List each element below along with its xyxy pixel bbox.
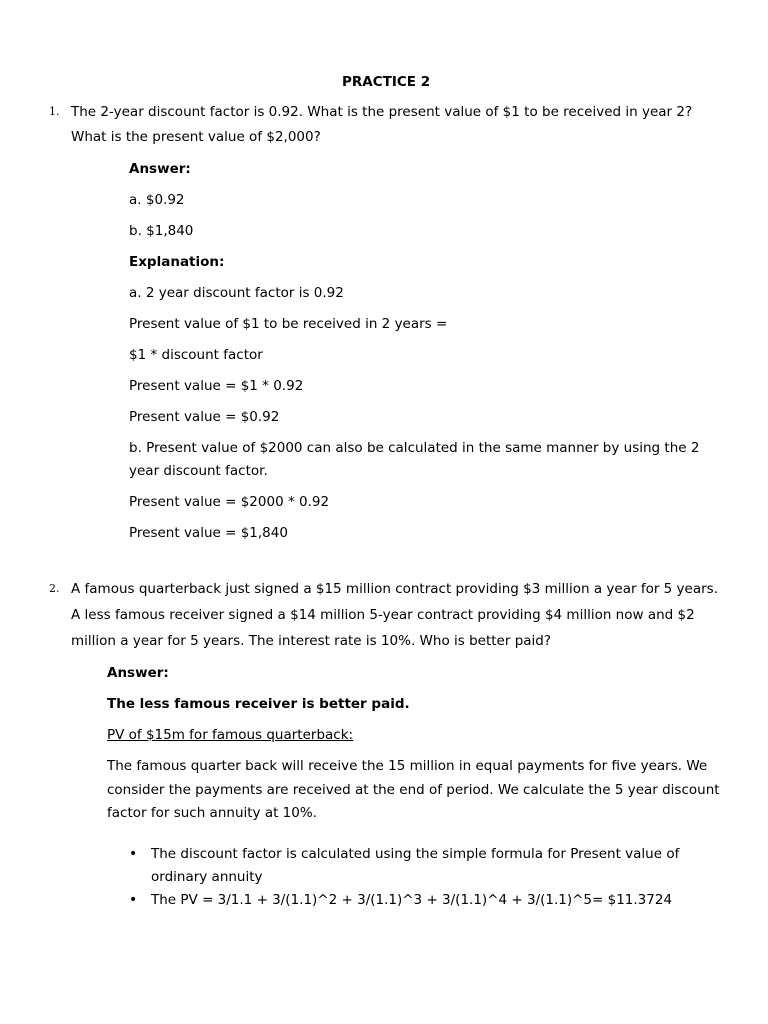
q1-explanation-line: Present value = $1,840	[129, 525, 288, 541]
q1-explanation-line: a. 2 year discount factor is 0.92	[129, 285, 344, 301]
page-title: PRACTICE 2	[342, 74, 431, 90]
q1-explanation-line: Present value = $1 * 0.92	[129, 378, 304, 394]
bullet-icon: •	[129, 892, 138, 908]
q2-answer-text: The less famous receiver is better paid.	[107, 696, 410, 712]
q1-explanation-line: b. Present value of $2000 can also be calculated in the same manner by using the 2	[129, 440, 700, 456]
q1-explanation-line: Present value of $1 to be received in 2 years =	[129, 316, 448, 332]
q1-explanation-line: $1 * discount factor	[129, 347, 263, 363]
q2-pv-heading: PV of $15m for famous quarterback:	[107, 727, 354, 743]
q2-bullet-1-line-1: The discount factor is calculated using the simple formula for Present value of	[151, 846, 680, 862]
bullet-icon: •	[129, 846, 138, 862]
q1-explanation-label: Explanation:	[129, 254, 225, 270]
q1-answer-label: Answer:	[129, 161, 191, 177]
q1-explanation-line: year discount factor.	[129, 463, 268, 479]
q1-line-2: What is the present value of $2,000?	[71, 129, 321, 145]
q2-line-3: million a year for 5 years. The interest rate is 10%. Who is better paid?	[71, 633, 552, 649]
q1-answer-b: b. $1,840	[129, 223, 194, 239]
q1-number: 1.	[49, 105, 60, 118]
q2-bullet-1-line-2: ordinary annuity	[151, 869, 263, 885]
q2-line-1: A famous quarterback just signed a $15 million contract providing $3 million a year for 5 years.	[71, 581, 718, 597]
q1-line-1: The 2-year discount factor is 0.92. What is the present value of $1 to be received in year 2?	[71, 104, 693, 120]
q2-paragraph-line: consider the payments are received at the end of period. We calculate the 5 year discount	[107, 782, 720, 798]
q1-explanation-line: Present value = $0.92	[129, 409, 280, 425]
q1-answer-a: a. $0.92	[129, 192, 185, 208]
q1-explanation-line: Present value = $2000 * 0.92	[129, 494, 330, 510]
q2-number: 2.	[49, 582, 60, 595]
q2-answer-label: Answer:	[107, 665, 169, 681]
q2-line-2: A less famous receiver signed a $14 million 5-year contract providing $4 million now and $2	[71, 607, 695, 623]
q2-paragraph-line: The famous quarter back will receive the 15 million in equal payments for five years. We	[107, 758, 708, 774]
q2-paragraph-line: factor for such annuity at 10%.	[107, 805, 317, 821]
q2-bullet-2-line-1: The PV = 3/1.1 + 3/(1.1)^2 + 3/(1.1)^3 + 3/(1.1)^4 + 3/(1.1)^5= $11.3724	[151, 892, 673, 908]
